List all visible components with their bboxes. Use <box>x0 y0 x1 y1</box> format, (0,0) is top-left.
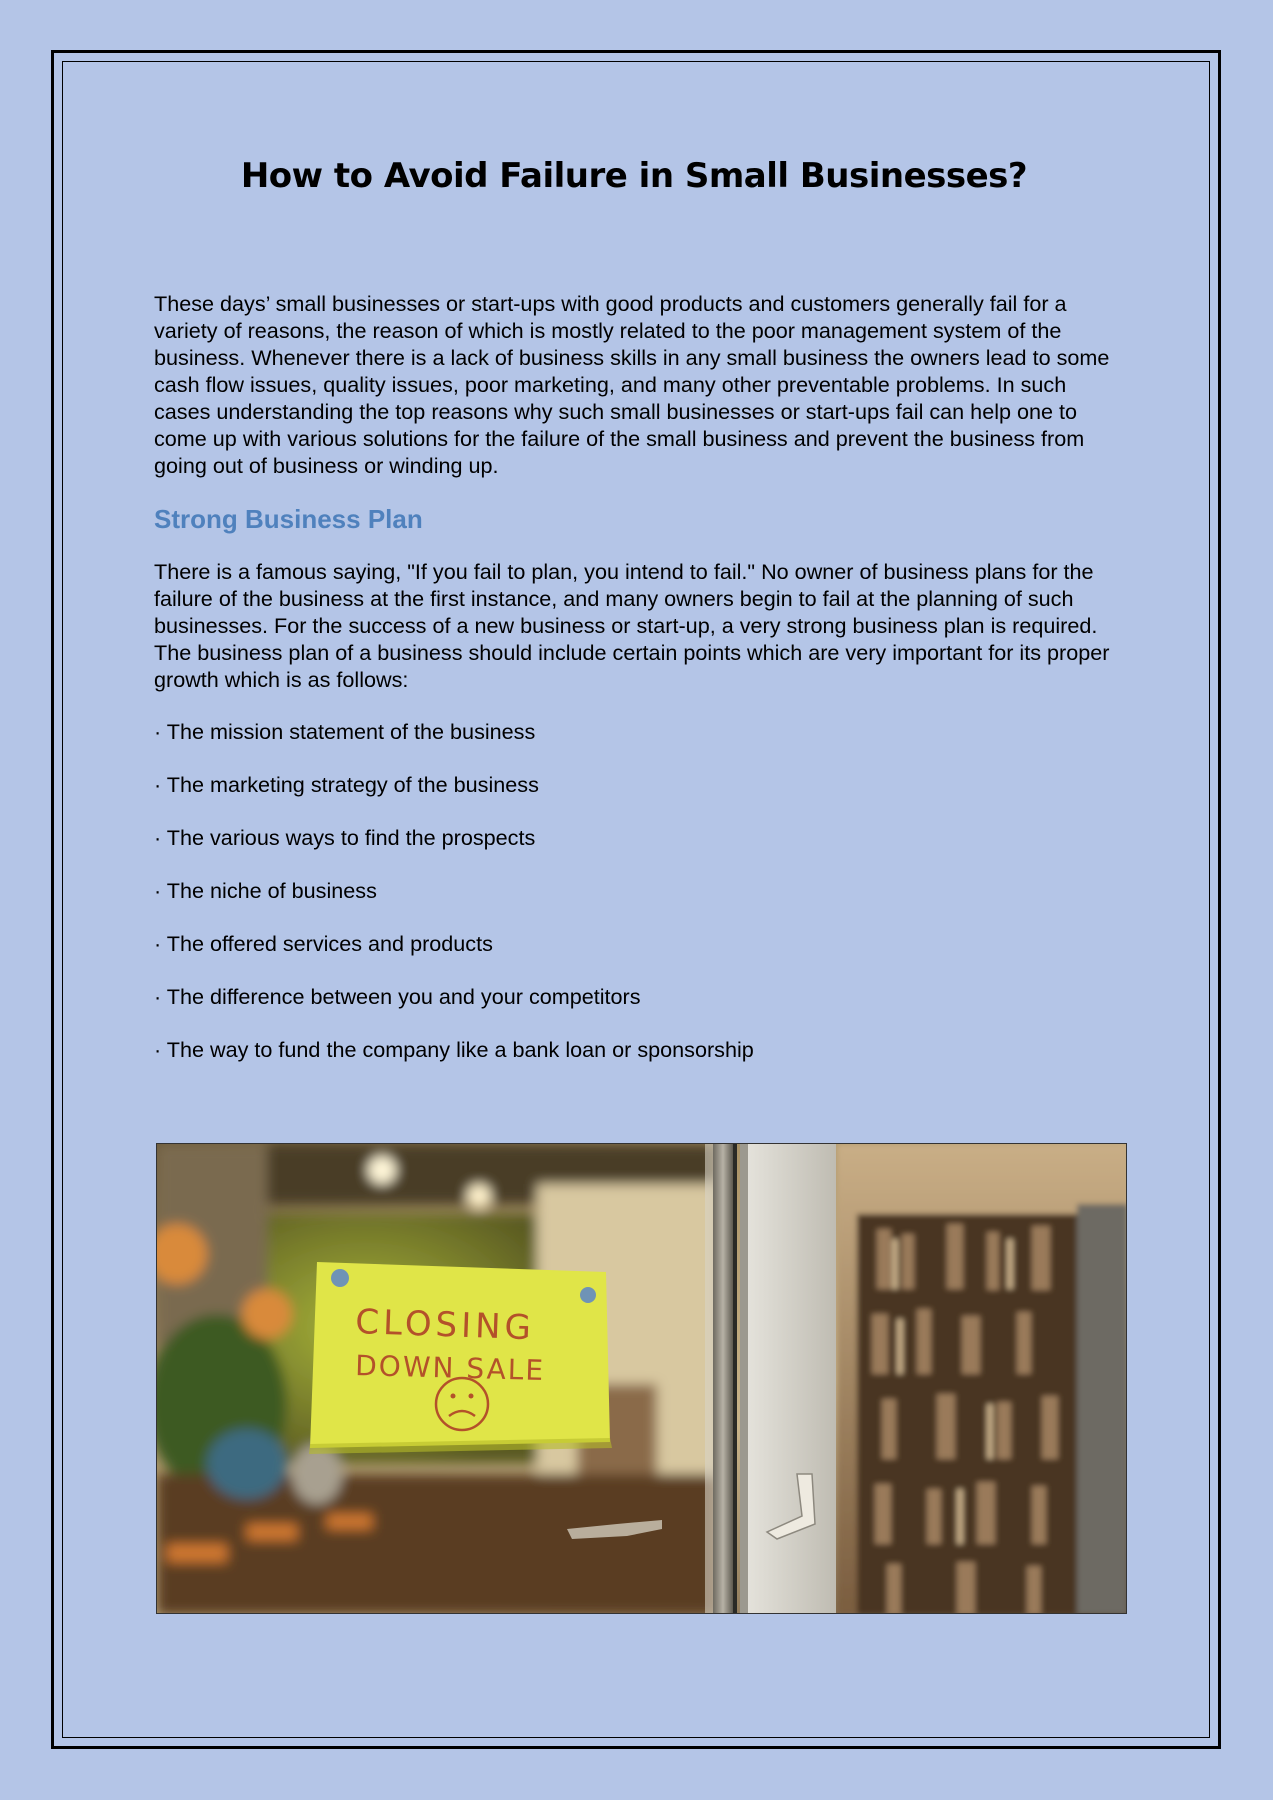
closing-down-sale-sign <box>309 1262 612 1454</box>
section-paragraph: There is a famous saying, "If you fail to plan, you intend to fail." No owner of business plans for the failure of the business at the first instance, and many owners begin to fail at the planning of such businesses. For the success of a new business or start-up, a very strong business plan is required. The business plan of a business should include certain points which are very important for its proper growth which is as follows: <box>154 559 1110 692</box>
list-item: · The offered services and products <box>154 931 493 956</box>
list-item: · The mission statement of the business <box>154 719 536 744</box>
intro-paragraph: These days’ small businesses or start-ups with good products and customers generally fail for a variety of reasons, the reason of which is mostly related to the poor management system of the business. Whenever there is a lack of business skills in any small business the owners lead to some cash flow issues, quality issues, poor marketing, and many other preventable problems. In such cases understanding the top reasons why such small businesses or start-ups fail can help one to come up with various solutions for the failure of the small business and prevent the business from going out of business or winding up. <box>154 291 1110 478</box>
list-item: · The way to fund the company like a bank loan or sponsorship <box>154 1037 754 1062</box>
business-plan-list <box>154 718 754 1089</box>
page-title: How to Avoid Failure in Small Businesses? <box>240 156 1028 196</box>
sign-line-1: CLOSING <box>354 1302 536 1349</box>
closing-down-sale-photo <box>156 1143 1127 1614</box>
sign-line-2: DOWN SALE <box>354 1349 546 1387</box>
list-item: · The marketing strategy of the business <box>154 772 539 797</box>
section-heading: Strong Business Plan <box>154 504 423 534</box>
list-item: · The various ways to find the prospects <box>154 825 536 850</box>
list-item: · The niche of business <box>154 878 377 903</box>
list-item: · The difference between you and your competitors <box>154 984 641 1009</box>
